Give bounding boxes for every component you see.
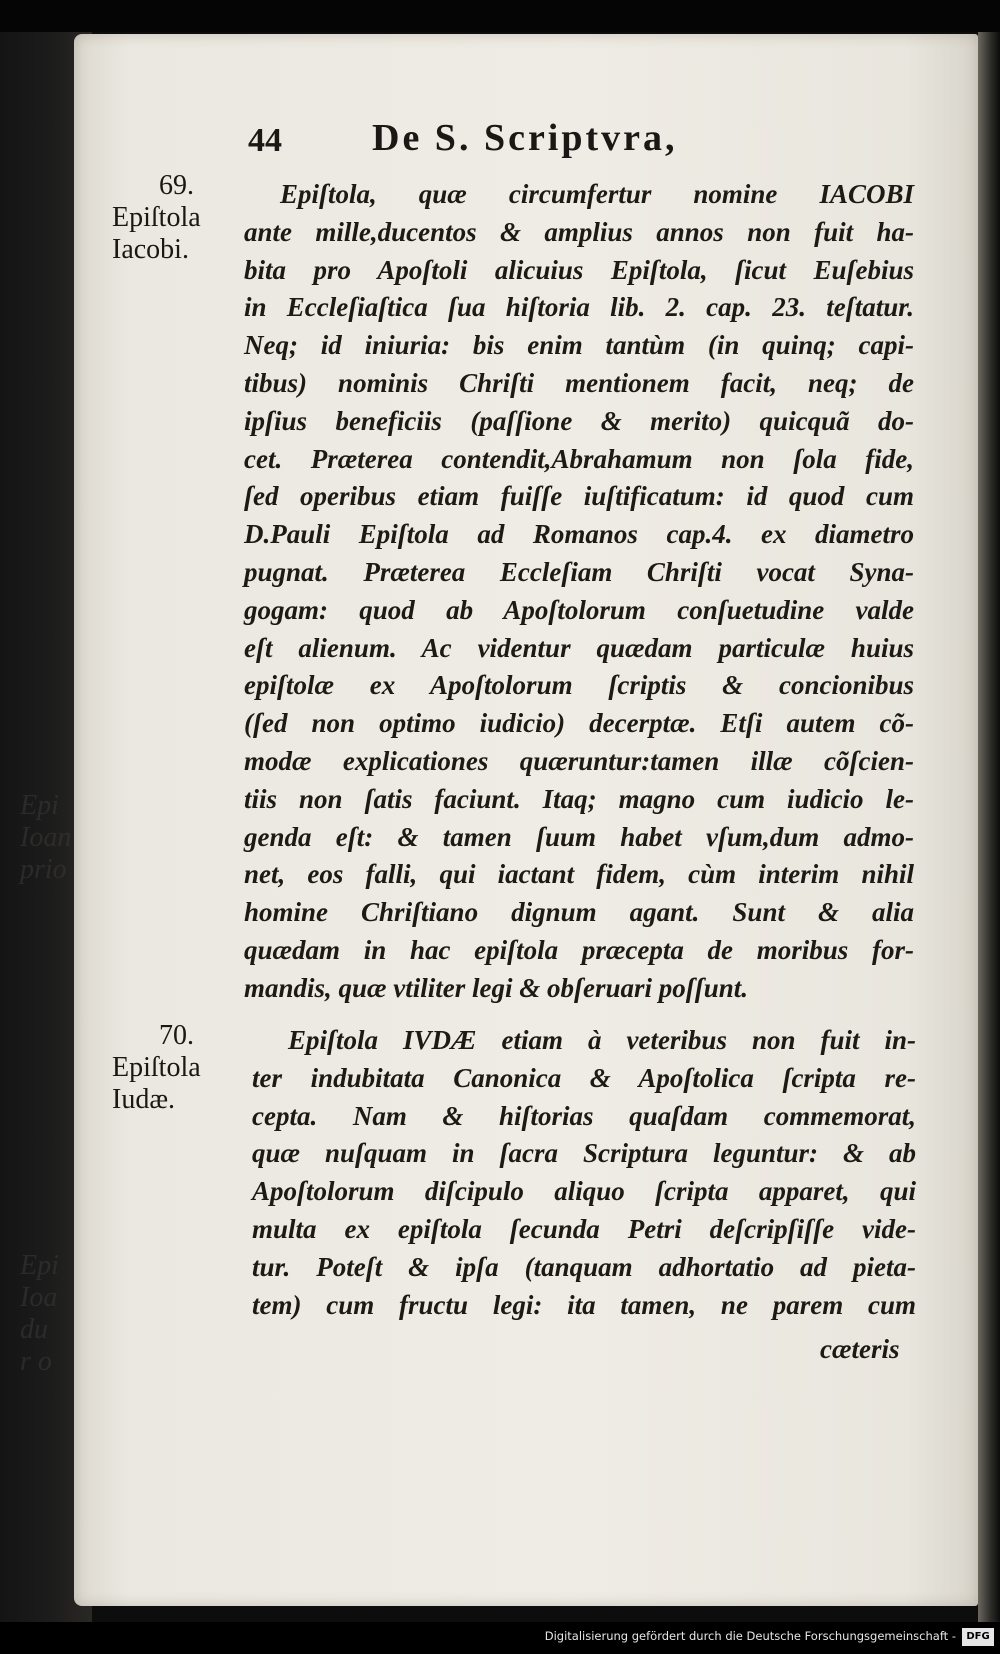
dfg-logo: DFG [962,1628,994,1646]
text-line: gogam: quod ab Apoſtolorum conſuetudine valde [244,594,914,625]
fragment-line: du [20,1314,48,1345]
text-line: epiſtolæ ex Apoſtolorum ſcriptis & concionibus [244,670,914,701]
text-line: quædam in hac epiſtola præcepta de moribus for- [244,934,914,965]
text-line: ter indubitata Canonica & Apoſtolica ſcripta re- [252,1062,916,1093]
text-line: cepta. Nam & hiſtorias quaſdam commemorat, [252,1100,916,1131]
text-line: quæ nuſquam in ſacra Scriptura leguntur: & ab [252,1138,916,1169]
catchword: cæteris [820,1334,900,1364]
digitization-footer [0,1622,1000,1654]
text-line: homine Chriſtiano dignum agant. Sunt & alia [244,897,914,928]
text-line: pugnat. Præterea Eccleſiam Chriſti vocat Syna- [244,556,914,587]
margin-note-number: 70. [159,1020,194,1051]
page-edge [978,32,1000,1622]
paragraph-epistola-iacobi [244,176,914,1008]
margin-note-label: Iudæ. [112,1084,175,1115]
funding-credit: Digitalisierung gefördert durch die Deutsche Forschungsgemeinschaft - [544,1629,956,1643]
text-line: D.Pauli Epiſtola ad Romanos cap.4. ex diametro [244,519,914,550]
text-line: tem) cum fructu legi: ita tamen, ne parem cum [252,1289,916,1320]
margin-note-label: Iacobi. [112,234,189,265]
text-line: ante mille,ducentos & amplius annos non fuit ha- [244,216,914,247]
text-line: Neq; id iniuria: bis enim tantùm (in quinq; capi- [244,330,914,361]
text-line: in Eccleſiaſtica ſua hiſtoria lib. 2. cap. 23. teſtatur. [244,292,914,323]
margin-note [100,1020,218,1116]
text-line: Epiſtola IVDÆ etiam à veteribus non fuit in- [288,1025,916,1055]
margin-note [100,170,218,266]
text-line: net, eos falli, qui iactant fidem, cùm interim nihil [244,859,914,890]
fragment-line: prio [20,854,67,885]
margin-note-label: Epiſtola [112,202,201,233]
running-head: De S. Scriptvra, [372,117,678,159]
text-line: tibus) nominis Chriſti mentionem facit, neq; de [244,367,914,398]
text-line: ſed operibus etiam fuiſſe iuſtificatum: id quod cum [244,481,914,512]
margin-note-number: 69. [159,170,194,201]
text-line: modæ explicationes quæruntur:tamen illæ cõſcien- [244,745,914,776]
page-number: 44 [248,122,282,159]
fragment-line: Ioan [20,822,72,853]
text-line: tur. Poteſt & ipſa (tanquam adhortatio ad pieta- [252,1251,916,1282]
margin-note-label: Epiſtola [112,1052,201,1083]
fragment-line: Epi [20,790,59,821]
text-line: genda eſt: & tamen ſuum habet vſum,dum admo- [244,821,914,852]
fragment-line: Ioa [20,1282,58,1313]
text-line: tiis non ſatis faciunt. Itaq; magno cum iudicio le- [244,783,914,814]
text-line: cet. Præterea contendit,Abrahamum non ſola fide, [244,443,914,474]
fragment-line: Epi [20,1250,59,1281]
text-line: (ſed non optimo iudicio) decerptæ. Etſi autem cõ- [244,708,914,739]
scan-top-border [0,0,1000,32]
text-line: eſt alienum. Ac videntur quædam particulæ huius [244,632,914,663]
paragraph-epistola-iudae [252,1022,916,1324]
text-line: multa ex epiſtola ſecunda Petri deſcripſiſſe vide- [252,1213,916,1244]
text-line: Epiſtola, quæ circumfertur nomine IACOBI [280,179,914,209]
text-line: mandis, quæ vtiliter legi & obſeruari poſſunt. [244,972,749,1003]
fragment-line: r o [20,1346,52,1377]
text-line: ipſius beneficiis (paſſione & merito) quicquã do- [244,405,914,436]
text-line: Apoſtolorum diſcipulo aliquo ſcripta apparet, qui [252,1176,916,1207]
text-line: bita pro Apoſtoli alicuius Epiſtola, ſicut Euſebius [244,254,914,285]
